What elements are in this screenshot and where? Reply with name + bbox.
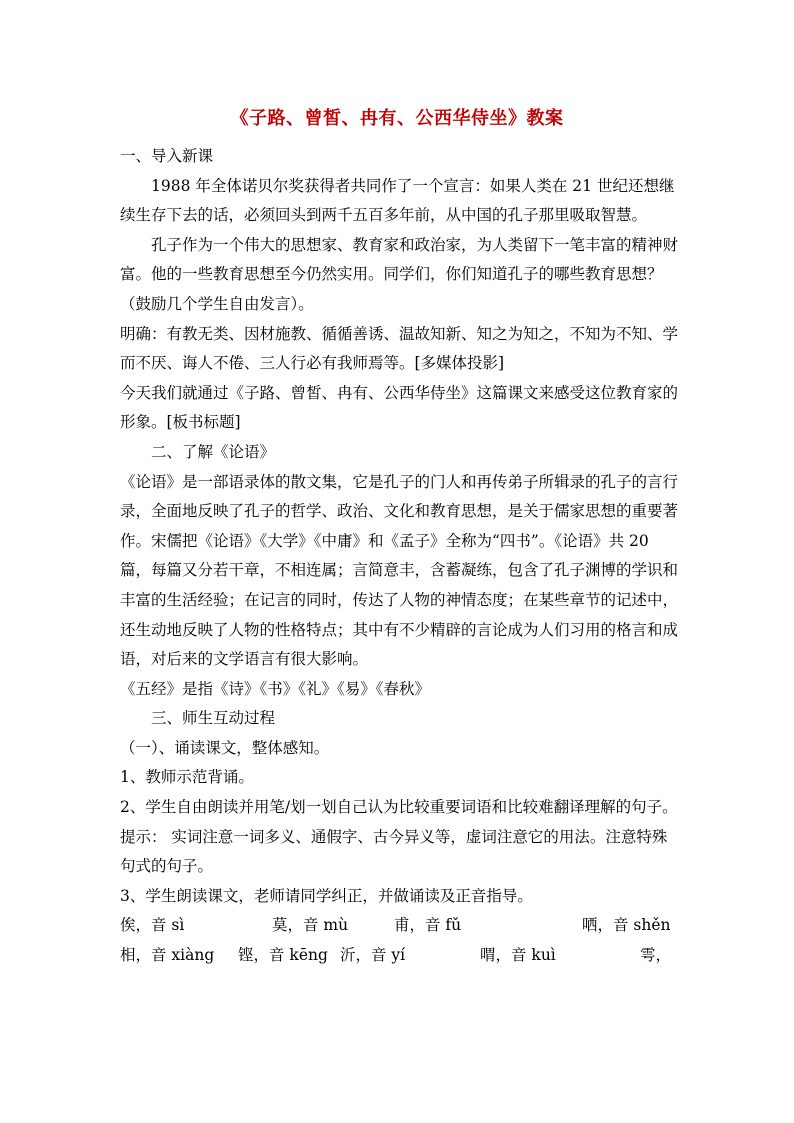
subsection-heading-1: （一）、诵读课文，整体感知。 xyxy=(120,738,330,757)
tip-paragraph: 提示： 实词注意一词多义、通假字、古今异义等，虚词注意它的用法。注意特殊句式的句子。 xyxy=(120,827,668,876)
document-title: 《子路、曾皙、冉有、公西华侍坐》教案 xyxy=(230,108,564,129)
section-heading-2: 二、了解《论语》 xyxy=(151,442,276,461)
pinyin-entry: 相，音 xiàng xyxy=(120,946,215,965)
step-1: 1、教师示范背诵。 xyxy=(120,768,254,787)
pinyin-entry: 甫，音 fǔ xyxy=(394,916,462,935)
paragraph-wujing: 《五经》是指《诗》《书》《礼》《易》《春秋》 xyxy=(120,679,431,698)
pinyin-entry: 莫，音 mù xyxy=(272,916,349,935)
pinyin-entry: 雩， xyxy=(640,946,672,965)
pinyin-row-2 xyxy=(120,941,680,971)
paragraph-lunyu: 《论语》是一部语录体的散文集，它是孔子的门人和再传弟子所辑录的孔子的言行录，全面地反映了孔子的哲学、政治、文化和教育思想，是关于儒家思想的重要著作。宋儒把《论语》《大学》《中庸》和《孟子》全称为“四书”。《论语》共 20 篇，每篇又分若干章，不相连属；言简意丰，含蓄凝练，包含了孔子渊博的学识和丰富的生活经验；在记言的同时，传达了人物的神情态度；在某些章节的记述中，还生动地反映了人物的性格特点；其中有不少精辟的言论成为人们习用的格言和成语，对后来的文学语言有很大影响。 xyxy=(120,472,679,669)
section-heading-3: 三、师生互动过程 xyxy=(151,709,276,728)
paragraph-clarify: 明确：有教无类、因材施教、循循善诱、温故知新、知之为知之，不知为不知、学而不厌、诲人不倦、三人行必有我师焉等。[多媒体投影] xyxy=(120,324,679,373)
step-2: 2、学生自由朗读并用笔/划一划自己认为比较重要词语和比较难翻译理解的句子。 xyxy=(120,798,678,817)
pinyin-row-1 xyxy=(120,911,680,941)
pinyin-entry: 铿，音 kēng xyxy=(238,946,328,965)
step-3: 3、学生朗读课文，老师请同学纠正，并做诵读及正音指导。 xyxy=(120,886,533,905)
pinyin-entry: 喟，音 kuì xyxy=(480,946,556,965)
pinyin-entry: 沂，音 yí xyxy=(340,946,406,965)
pinyin-entry: 俟，音 sì xyxy=(120,916,185,935)
paragraph-confucius: 孔子作为一个伟大的思想家、教育家和政治家，为人类留下一笔丰富的精神财富。他的一些教育思想至今仍然实用。同学们，你们知道孔子的哪些教育思想？（鼓励几个学生自由发言）。 xyxy=(120,235,679,313)
section-heading-1: 一、导入新课 xyxy=(120,147,214,165)
pinyin-entry: 哂，音 shěn xyxy=(582,916,671,935)
document-body xyxy=(120,142,680,971)
paragraph-today: 今天我们就通过《子路、曾皙、冉有、公西华侍坐》这篇课文来感受这位教育家的形象。[板书标题] xyxy=(120,383,679,432)
paragraph-nobel: 1988 年全体诺贝尔奖获得者共同作了一个宣言：如果人类在 21 世纪还想继续生存下去的话，必须回头到两千五百多年前，从中国的孔子那里吸取智慧。 xyxy=(120,176,675,225)
